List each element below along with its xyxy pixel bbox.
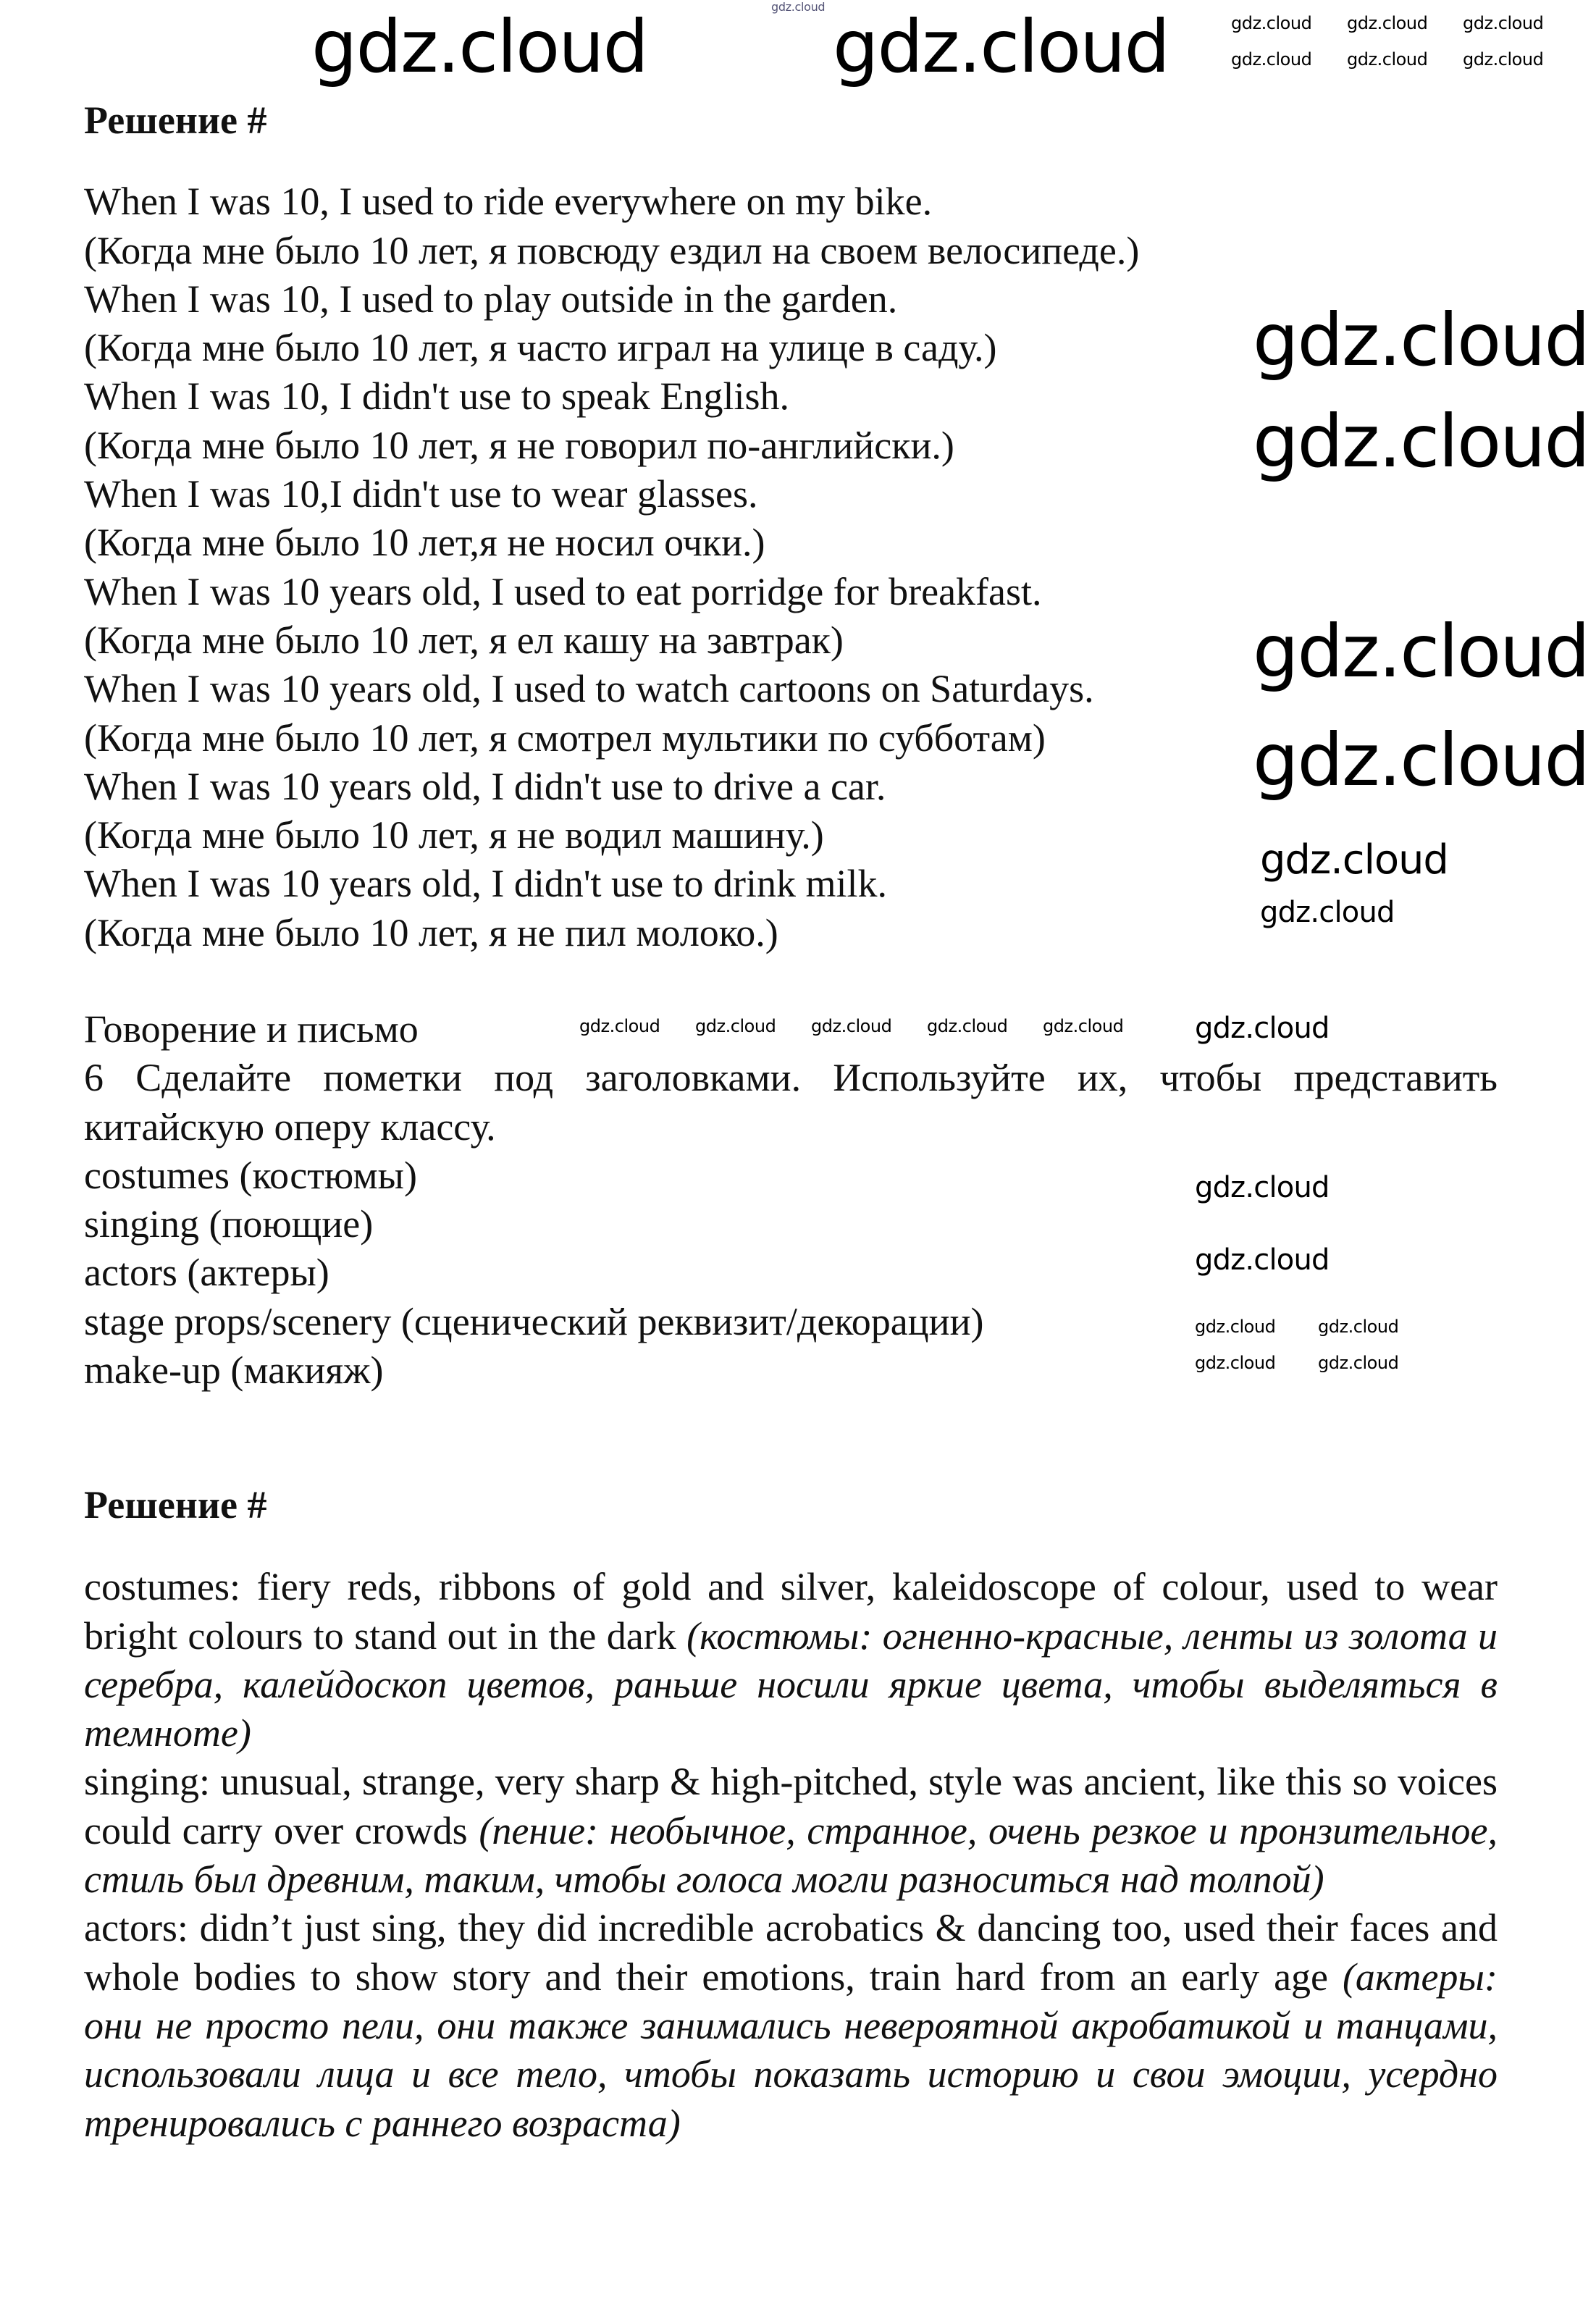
answer-line: When I was 10 years old, I didn't use to drive a car. bbox=[84, 764, 886, 808]
watermark: gdz.cloud bbox=[1318, 1353, 1399, 1373]
watermark: gdz.cloud bbox=[833, 4, 1169, 89]
watermark: gdz.cloud bbox=[1195, 1012, 1330, 1045]
watermark: gdz.cloud bbox=[579, 1016, 660, 1036]
answer-line: When I was 10, I used to ride everywhere on my bike. bbox=[84, 180, 933, 224]
watermark: gdz.cloud bbox=[1195, 1243, 1330, 1277]
answer-line: When I was 10 years old, I used to eat porridge for breakfast. bbox=[84, 569, 1042, 613]
watermark: gdz.cloud bbox=[1195, 1317, 1276, 1337]
watermark: gdz.cloud bbox=[311, 4, 648, 89]
watermark: gdz.cloud bbox=[1463, 49, 1544, 70]
watermark: gdz.cloud bbox=[1253, 718, 1589, 802]
watermark: gdz.cloud bbox=[1231, 49, 1312, 70]
section-heading: Говорение и письмо bbox=[84, 1007, 419, 1051]
task-text: 6 Сделайте пометки под заголовками. Используйте их, чтобы представить китайскую оперу классу. bbox=[84, 1056, 1498, 1149]
solution-title: Решение # bbox=[84, 98, 267, 142]
answer-paragraph bbox=[84, 1563, 1498, 1758]
answer-line: (Когда мне было 10 лет, я ел кашу на завтрак) bbox=[84, 618, 844, 662]
english-text: singing: unusual, strange, very sharp & high-pitched, style was ancient, like this so voices could carry over crowds bbox=[84, 1760, 1498, 1852]
answer-line: (Когда мне было 10 лет,я не носил очки.) bbox=[84, 521, 765, 565]
russian-translation: (актеры: они не просто пели, они также занимались невероятной акробатикой и танцами, использовали лица и все тело, чтобы показать историю и свои эмоции, усердно тренировались с раннего возраста) bbox=[84, 1955, 1498, 2145]
answer-paragraph bbox=[84, 1904, 1498, 2147]
watermark: gdz.cloud bbox=[811, 1016, 892, 1036]
watermark: gdz.cloud bbox=[1347, 49, 1428, 70]
answer-paragraph bbox=[84, 1758, 1498, 1904]
solution-title: Решение # bbox=[84, 1483, 267, 1527]
english-text: actors: didn’t just sing, they did incredible acrobatics & dancing too, used their faces and whole bodies to show story and their emotions, train hard from an early age bbox=[84, 1906, 1498, 1999]
watermark: gdz.cloud bbox=[1347, 13, 1428, 33]
watermark: gdz.cloud bbox=[1463, 13, 1544, 33]
russian-translation: (пение: необычное, странное, очень резкое и пронзительное, стиль был древним, таким, чтобы голоса могли разноситься над толпой) bbox=[84, 1808, 1498, 1902]
answer-line: When I was 10 years old, I used to watch cartoons on Saturdays. bbox=[84, 667, 1094, 711]
section-solution-2 bbox=[84, 1481, 1498, 2148]
watermark: gdz.cloud bbox=[1260, 896, 1395, 929]
section-solution-1 bbox=[84, 96, 1498, 957]
answer-line: When I was 10 years old, I didn't use to drink milk. bbox=[84, 862, 888, 906]
watermark: gdz.cloud bbox=[1231, 13, 1312, 33]
answer-line: (Когда мне было 10 лет, я часто играл на улице в саду.) bbox=[84, 326, 997, 370]
english-text: costumes: fiery reds, ribbons of gold and silver, kaleidoscope of colour, used to wear bright colours to stand out in the dark bbox=[84, 1565, 1498, 1658]
watermark: gdz.cloud bbox=[1195, 1171, 1330, 1204]
heading-item: actors (актеры) bbox=[84, 1251, 329, 1295]
heading-item: singing (поющие) bbox=[84, 1202, 374, 1246]
answer-line: When I was 10,I didn't use to wear glasses. bbox=[84, 472, 758, 516]
answer-line: (Когда мне было 10 лет, я повсюду ездил на своем велосипеде.) bbox=[84, 228, 1140, 272]
heading-item: make-up (макияж) bbox=[84, 1348, 384, 1393]
watermark: gdz.cloud bbox=[1195, 1353, 1276, 1373]
answer-line: When I was 10, I didn't use to speak English. bbox=[84, 374, 790, 419]
watermark: gdz.cloud bbox=[1253, 298, 1589, 382]
watermark: gdz.cloud bbox=[927, 1016, 1008, 1036]
watermark: gdz.cloud bbox=[1253, 399, 1589, 484]
watermark: gdz.cloud bbox=[771, 0, 826, 14]
watermark: gdz.cloud bbox=[1043, 1016, 1124, 1036]
answer-line: (Когда мне было 10 лет, я не водил машину.) bbox=[84, 813, 824, 857]
heading-item: costumes (костюмы) bbox=[84, 1153, 417, 1197]
watermark: gdz.cloud bbox=[1260, 836, 1448, 883]
answer-line: When I was 10, I used to play outside in the garden. bbox=[84, 277, 898, 321]
answer-line: (Когда мне было 10 лет, я не говорил по-английски.) bbox=[84, 423, 954, 467]
answer-line: (Когда мне было 10 лет, я не пил молоко.) bbox=[84, 910, 778, 954]
russian-translation: (костюмы: огненно-красные, ленты из золота и серебра, калейдоскоп цветов, раньше носили яркие цвета, чтобы выделяться в темноте) bbox=[84, 1613, 1498, 1755]
watermark: gdz.cloud bbox=[1253, 609, 1589, 694]
heading-item: stage props/scenery (сценический реквизит/декорации) bbox=[84, 1299, 984, 1343]
answer-line: (Когда мне было 10 лет, я смотрел мультики по субботам) bbox=[84, 715, 1046, 760]
watermark: gdz.cloud bbox=[1318, 1317, 1399, 1337]
watermark: gdz.cloud bbox=[695, 1016, 776, 1036]
